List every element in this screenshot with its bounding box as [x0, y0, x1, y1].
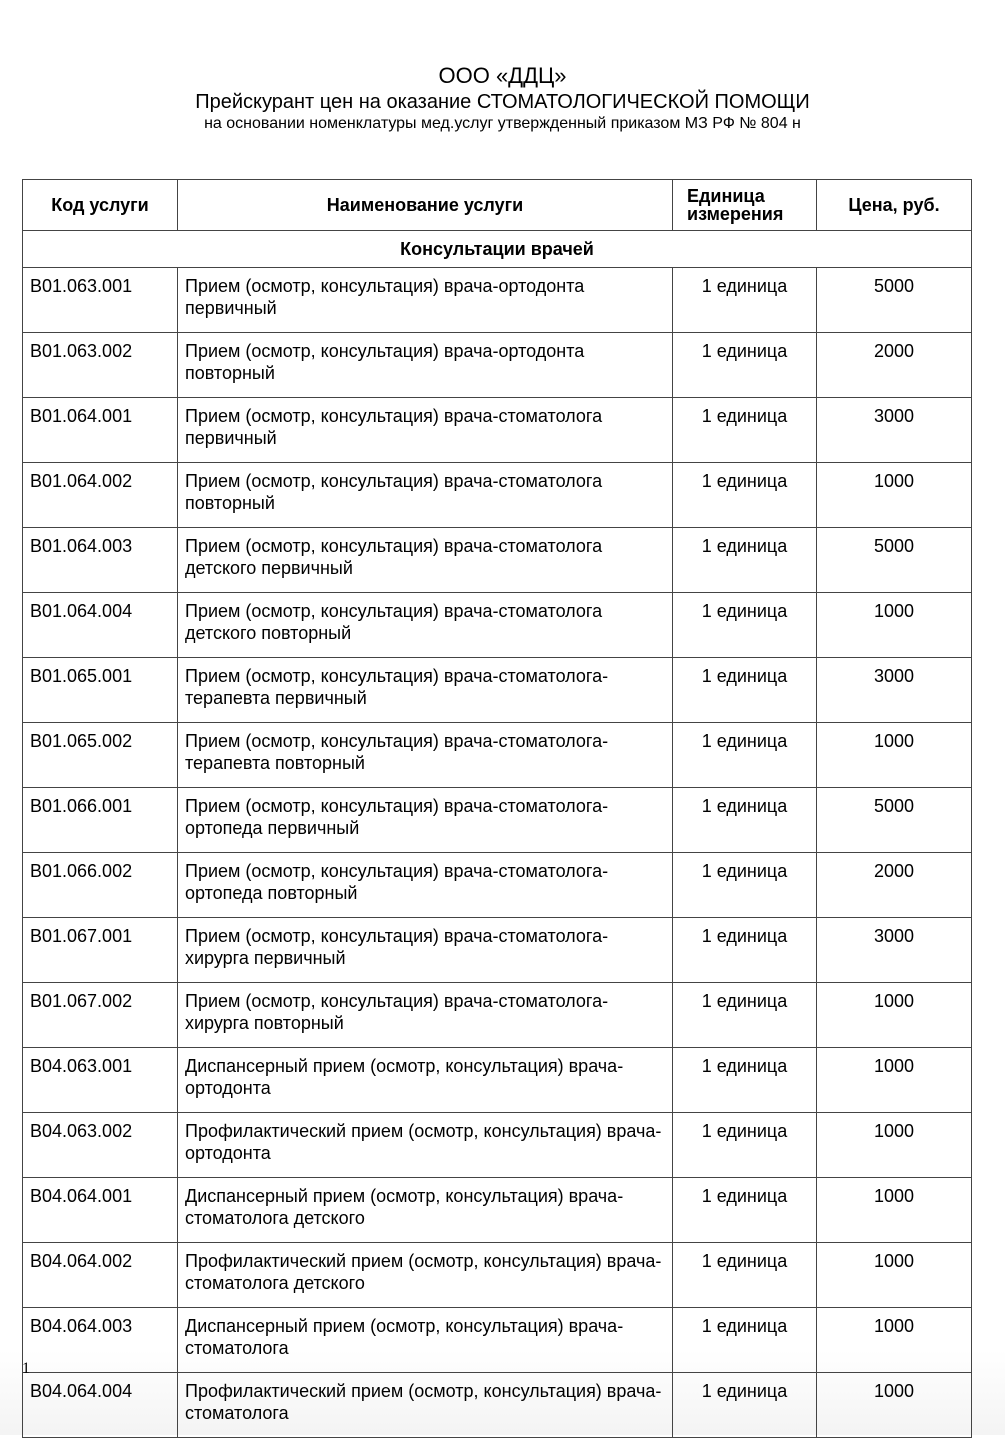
- service-name: Диспансерный прием (осмотр, консультация) врача-стоматолога детского: [178, 1178, 673, 1243]
- service-price: 1000: [817, 1308, 972, 1373]
- service-name: Прием (осмотр, консультация) врача-стоматолога-терапевта повторный: [178, 723, 673, 788]
- service-code: B01.063.001: [23, 268, 178, 333]
- service-name: Прием (осмотр, консультация) врача-стоматолога детского первичный: [178, 528, 673, 593]
- table-row: [23, 983, 972, 1048]
- table-row: [23, 1113, 972, 1178]
- section-row: [23, 231, 972, 268]
- service-unit: 1 единица: [673, 1113, 817, 1178]
- service-unit: 1 единица: [673, 463, 817, 528]
- service-code: B01.063.002: [23, 333, 178, 398]
- service-code: B01.064.001: [23, 398, 178, 463]
- table-row: [23, 1243, 972, 1308]
- service-price: 1000: [817, 463, 972, 528]
- document-header: [0, 62, 1005, 134]
- service-code: B01.064.002: [23, 463, 178, 528]
- service-name: Прием (осмотр, консультация) врача-ортодонта первичный: [178, 268, 673, 333]
- service-code: B01.067.001: [23, 918, 178, 983]
- page-number: 1: [22, 1360, 30, 1377]
- service-unit: 1 единица: [673, 918, 817, 983]
- table-header-row: [23, 180, 972, 231]
- service-price: 2000: [817, 333, 972, 398]
- table-row: [23, 853, 972, 918]
- service-code: B04.063.001: [23, 1048, 178, 1113]
- service-price: 1000: [817, 593, 972, 658]
- column-header-code: Код услуги: [23, 180, 178, 231]
- service-code: B01.065.001: [23, 658, 178, 723]
- service-code: B01.067.002: [23, 983, 178, 1048]
- table-row: [23, 658, 972, 723]
- organization-name: ООО «ДДЦ»: [438, 63, 567, 88]
- service-code: B01.066.002: [23, 853, 178, 918]
- service-unit: 1 единица: [673, 333, 817, 398]
- service-unit: 1 единица: [673, 658, 817, 723]
- service-name: Профилактический прием (осмотр, консультация) врача-стоматолога детского: [178, 1243, 673, 1308]
- service-name: Прием (осмотр, консультация) врача-стоматолога-хирурга первичный: [178, 918, 673, 983]
- service-code: B04.063.002: [23, 1113, 178, 1178]
- service-price: 1000: [817, 1243, 972, 1308]
- service-code: B04.064.003: [23, 1308, 178, 1373]
- table-row: [23, 1373, 972, 1438]
- service-name: Профилактический прием (осмотр, консультация) врача-ортодонта: [178, 1113, 673, 1178]
- table-row: [23, 1048, 972, 1113]
- table-row: [23, 1178, 972, 1243]
- service-unit: 1 единица: [673, 528, 817, 593]
- service-name: Прием (осмотр, консультация) врача-стоматолога повторный: [178, 463, 673, 528]
- service-code: B04.064.004: [23, 1373, 178, 1438]
- column-header-unit: Единица измерения: [673, 180, 817, 231]
- service-name: Прием (осмотр, консультация) врача-стоматолога-хирурга повторный: [178, 983, 673, 1048]
- column-header-name: Наименование услуги: [178, 180, 673, 231]
- service-code: B01.064.004: [23, 593, 178, 658]
- service-unit: 1 единица: [673, 983, 817, 1048]
- table-row: [23, 528, 972, 593]
- service-price: 5000: [817, 528, 972, 593]
- service-code: B04.064.001: [23, 1178, 178, 1243]
- service-name: Прием (осмотр, консультация) врача-стоматолога детского повторный: [178, 593, 673, 658]
- service-name: Прием (осмотр, консультация) врача-стоматолога первичный: [178, 398, 673, 463]
- service-unit: 1 единица: [673, 788, 817, 853]
- service-price: 5000: [817, 788, 972, 853]
- column-header-price: Цена, руб.: [817, 180, 972, 231]
- service-unit: 1 единица: [673, 1048, 817, 1113]
- service-unit: 1 единица: [673, 1178, 817, 1243]
- document-basis: на основании номенклатуры мед.услуг утвержденный приказом МЗ РФ № 804 н: [204, 115, 801, 132]
- service-name: Прием (осмотр, консультация) врача-стоматолога-ортопеда повторный: [178, 853, 673, 918]
- section-title: Консультации врачей: [23, 231, 972, 268]
- document-title: Прейскурант цен на оказание СТОМАТОЛОГИЧЕСКОЙ ПОМОЩИ: [195, 91, 810, 113]
- service-price: 1000: [817, 1048, 972, 1113]
- service-code: B04.064.002: [23, 1243, 178, 1308]
- table-row: [23, 463, 972, 528]
- service-price: 3000: [817, 918, 972, 983]
- service-name: Прием (осмотр, консультация) врача-ортодонта повторный: [178, 333, 673, 398]
- service-unit: 1 единица: [673, 398, 817, 463]
- service-unit: 1 единица: [673, 268, 817, 333]
- service-price: 1000: [817, 1178, 972, 1243]
- service-unit: 1 единица: [673, 853, 817, 918]
- service-price: 1000: [817, 723, 972, 788]
- service-name: Прием (осмотр, консультация) врача-стоматолога-ортопеда первичный: [178, 788, 673, 853]
- table-row: [23, 593, 972, 658]
- table-row: [23, 918, 972, 983]
- service-price: 2000: [817, 853, 972, 918]
- table-row: [23, 398, 972, 463]
- service-unit: 1 единица: [673, 1373, 817, 1438]
- service-code: B01.064.003: [23, 528, 178, 593]
- service-code: B01.065.002: [23, 723, 178, 788]
- service-unit: 1 единица: [673, 593, 817, 658]
- service-unit: 1 единица: [673, 1308, 817, 1373]
- table-row: [23, 788, 972, 853]
- service-price: 5000: [817, 268, 972, 333]
- service-name: Диспансерный прием (осмотр, консультация) врача-ортодонта: [178, 1048, 673, 1113]
- service-name: Прием (осмотр, консультация) врача-стоматолога-терапевта первичный: [178, 658, 673, 723]
- service-unit: 1 единица: [673, 723, 817, 788]
- service-code: B01.066.001: [23, 788, 178, 853]
- service-price: 3000: [817, 658, 972, 723]
- service-name: Профилактический прием (осмотр, консультация) врача-стоматолога: [178, 1373, 673, 1438]
- service-price: 1000: [817, 1113, 972, 1178]
- table-row: [23, 333, 972, 398]
- service-unit: 1 единица: [673, 1243, 817, 1308]
- table-row: [23, 723, 972, 788]
- table-row: [23, 268, 972, 333]
- service-name: Диспансерный прием (осмотр, консультация) врача-стоматолога: [178, 1308, 673, 1373]
- service-price: 3000: [817, 398, 972, 463]
- table-row: [23, 1308, 972, 1373]
- service-price: 1000: [817, 983, 972, 1048]
- price-table: [22, 179, 972, 1438]
- service-price: 1000: [817, 1373, 972, 1438]
